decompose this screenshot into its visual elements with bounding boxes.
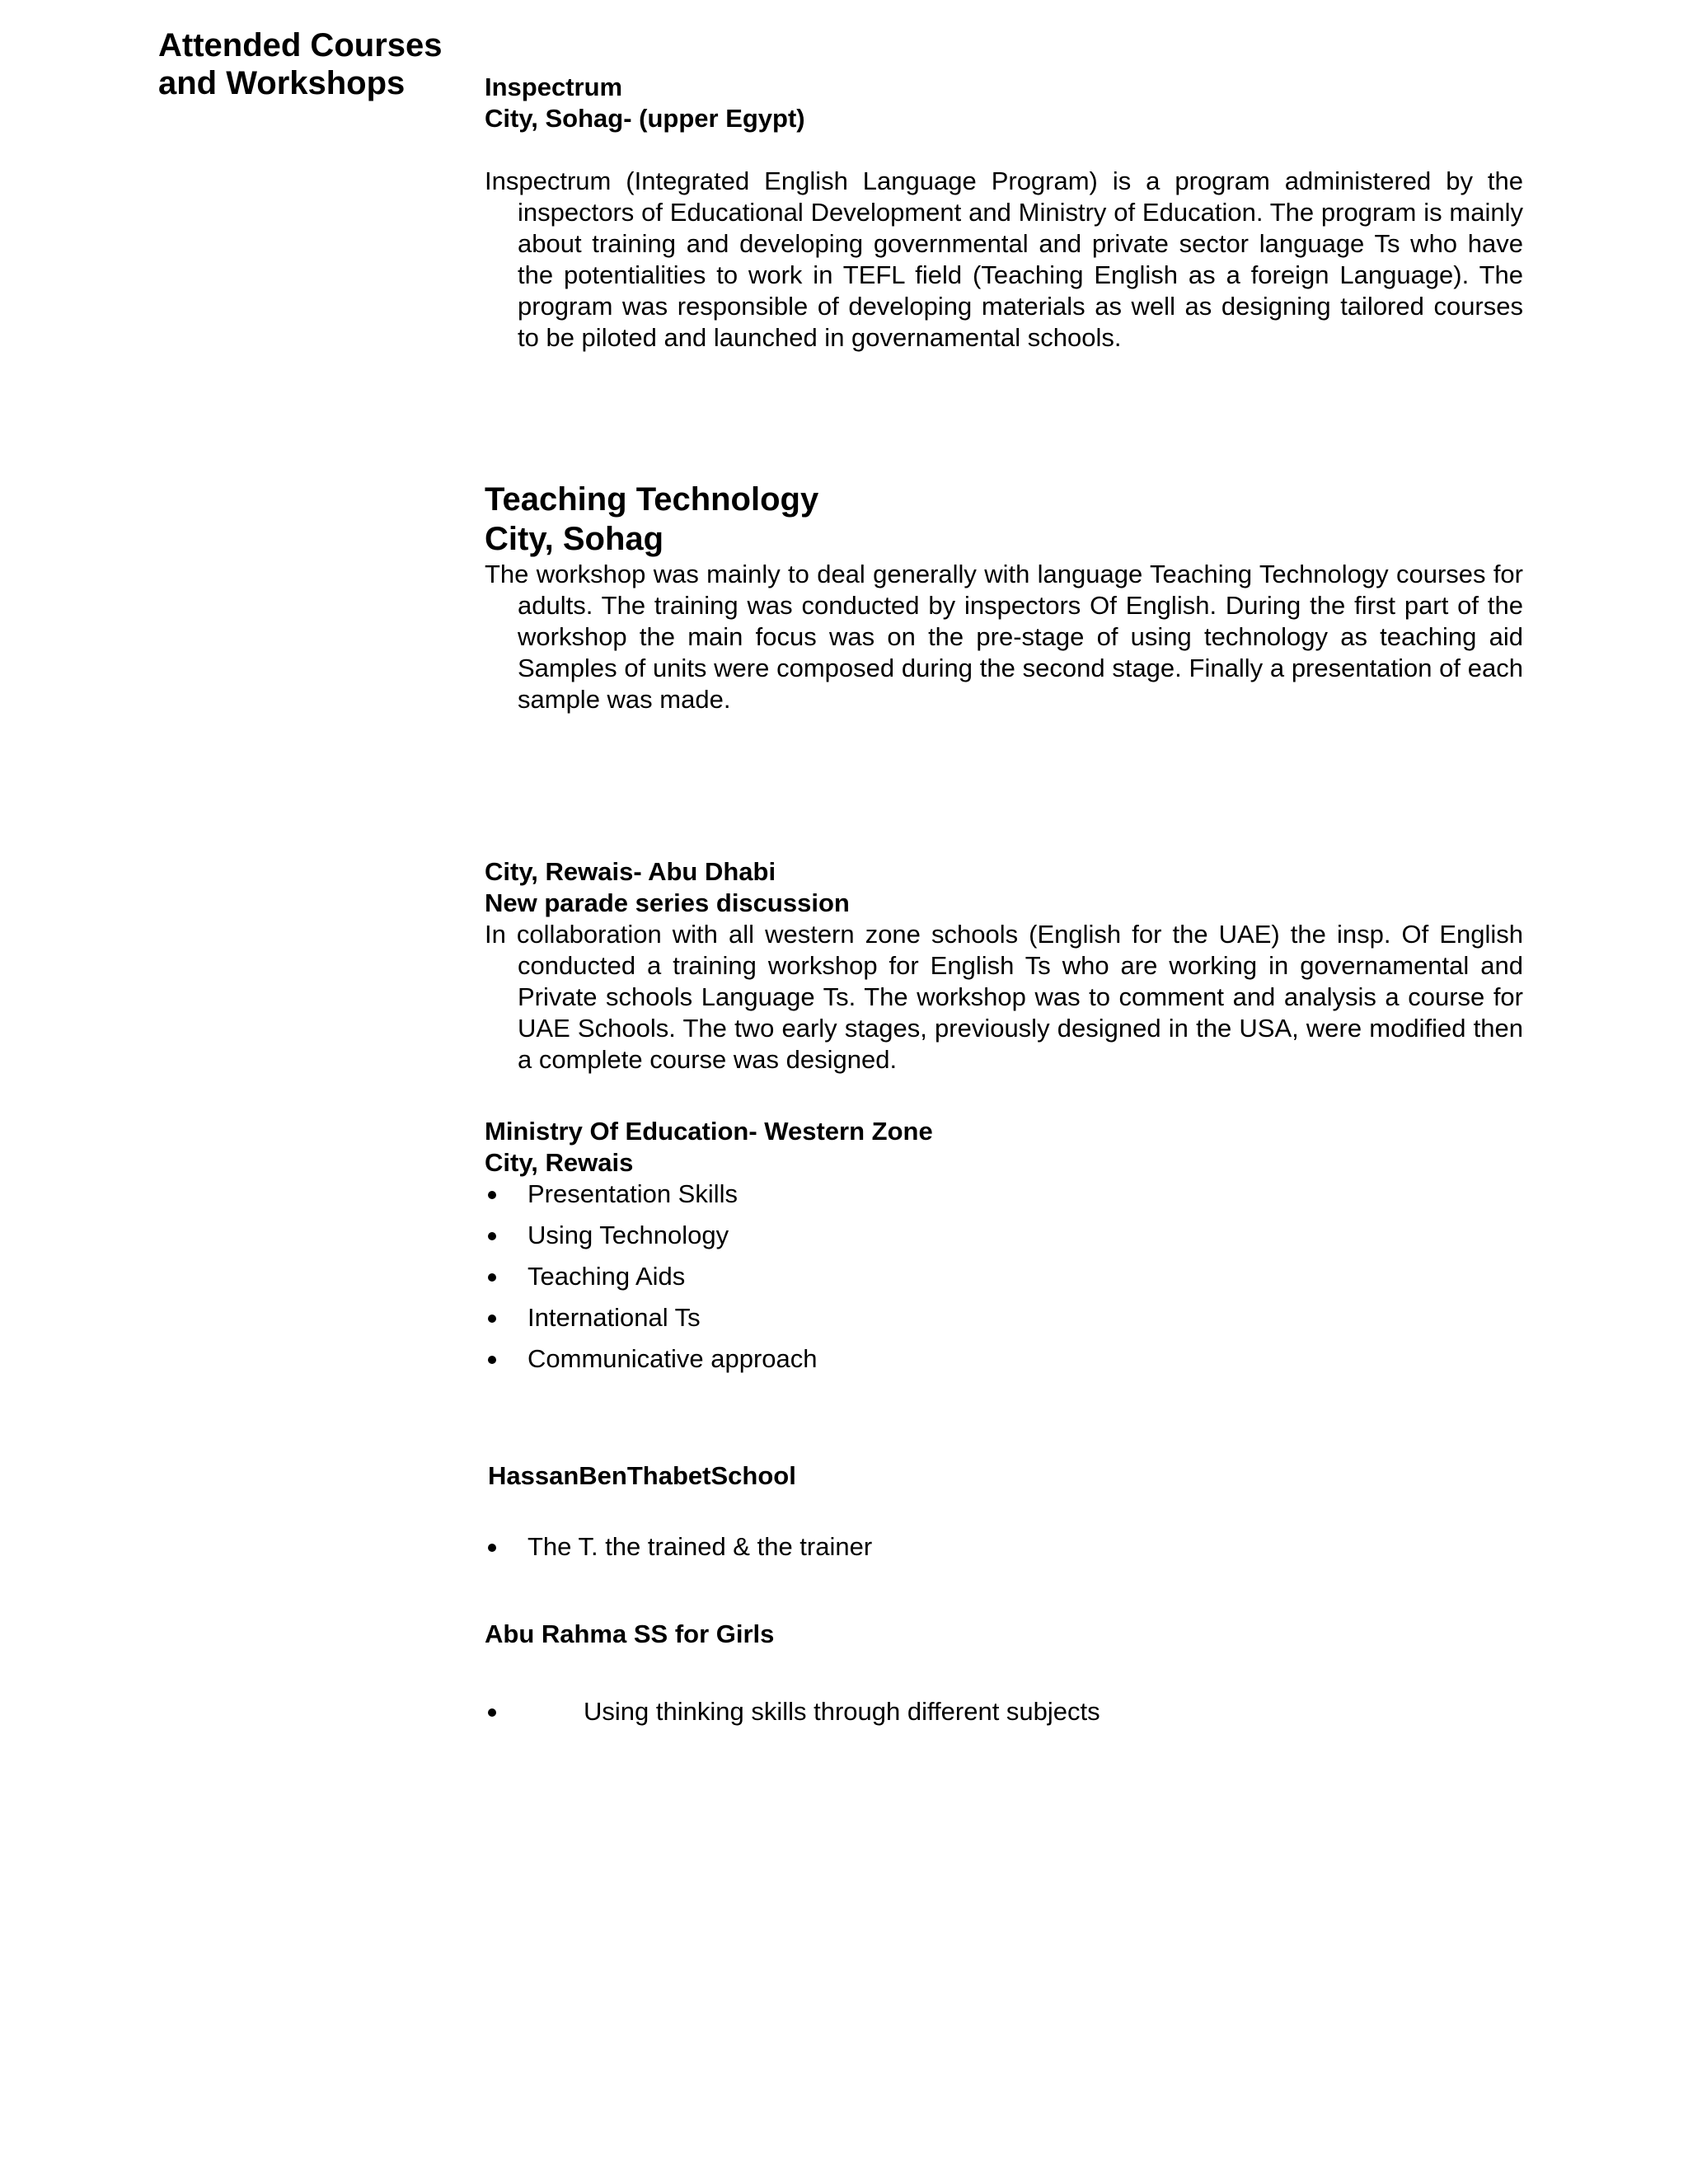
bullet-icon xyxy=(488,1273,496,1282)
list-item: The T. the trained & the trainer xyxy=(485,1531,1523,1563)
list-item: Using thinking skills through different subjects xyxy=(485,1696,1523,1727)
course-description: Inspectrum (Integrated English Language Program) is a program administered by the inspectors of Educational Development and Ministry of Education. The program is mainly about training and developing governmental and private sector language Ts who have the potentialities to work in TEFL field (Teaching English as a foreign Language). The program was responsible of developing materials as well as designing tailored courses to be piloted and launched in governamental schools. xyxy=(485,166,1523,352)
bullet-icon xyxy=(488,1356,496,1364)
course-title: Abu Rahma SS for Girls xyxy=(485,1619,775,1648)
bullet-icon xyxy=(488,1544,496,1552)
course-title: New parade series discussion xyxy=(485,888,850,917)
section-heading: Attended Courses and Workshops xyxy=(158,27,443,101)
course-inspectrum xyxy=(485,72,1523,354)
course-location: City, Sohag- (upper Egypt) xyxy=(485,104,805,133)
course-abu-rahma xyxy=(485,1619,1523,1737)
list-item: Communicative approach xyxy=(485,1343,1523,1375)
bullet-icon xyxy=(488,1232,496,1240)
course-location: City, Sohag xyxy=(485,521,664,557)
course-new-parade xyxy=(485,856,1523,1076)
course-location: City, Rewais xyxy=(485,1148,634,1177)
bullet-icon xyxy=(488,1191,496,1199)
list-item: International Ts xyxy=(485,1302,1523,1333)
course-description: The workshop was mainly to deal generally with language Teaching Technology courses for adults. The training was conducted by inspectors Of English. During the first part of the workshop the main focus was on the pre-stage of using technology as teaching aid Samples of units were composed during the second stage. Finally a presentation of each sample was made. xyxy=(485,560,1523,714)
hassan-topics-list xyxy=(485,1531,1523,1563)
course-description: In collaboration with all western zone schools (English for the UAE) the insp. Of English conducted a training workshop for English Ts who are working in governamental and Private schools Language Ts. The workshop was to comment and analysis a course for UAE Schools. The two early stages, previously designed in the USA, were modified then a complete course was designed. xyxy=(485,920,1523,1074)
ministry-topics-list xyxy=(485,1179,1523,1375)
bullet-icon xyxy=(488,1315,496,1323)
list-item: Presentation Skills xyxy=(485,1179,1523,1210)
course-location: City, Rewais- Abu Dhabi xyxy=(485,857,776,886)
course-title: HassanBenThabetSchool xyxy=(488,1461,796,1490)
course-title: Teaching Technology xyxy=(485,481,819,518)
course-teaching-technology xyxy=(485,480,1523,715)
abu-rahma-topics-list xyxy=(485,1696,1523,1727)
course-title: Ministry Of Education- Western Zone xyxy=(485,1117,933,1146)
bullet-icon xyxy=(488,1708,496,1717)
list-item: Using Technology xyxy=(485,1220,1523,1251)
course-ministry xyxy=(485,1116,1523,1385)
course-hassan xyxy=(485,1460,1523,1572)
list-item: Teaching Aids xyxy=(485,1261,1523,1292)
course-title: Inspectrum xyxy=(485,73,623,101)
